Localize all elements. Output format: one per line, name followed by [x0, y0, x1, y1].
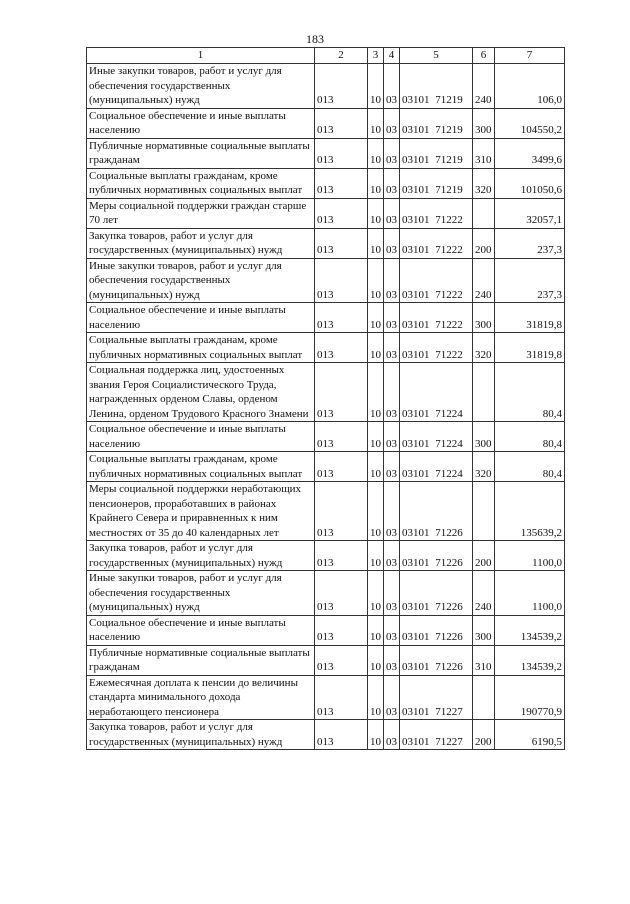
- item-name-cell: Социальные выплаты гражданам, кроме публичных нормативных социальных выплат: [87, 333, 315, 363]
- item-name-cell: Иные закупки товаров, работ и услуг для обеспечения государственных (муниципальных) нужд: [87, 258, 315, 303]
- item-name-cell: Закупка товаров, работ и услуг для государственных (муниципальных) нужд: [87, 228, 315, 258]
- expense-type-cell: 300: [473, 303, 495, 333]
- item-name-cell: Меры социальной поддержки граждан старше 70 лет: [87, 198, 315, 228]
- section-cell: 10: [368, 198, 384, 228]
- table-row: [87, 452, 565, 482]
- subsection-cell: 03: [384, 168, 400, 198]
- admin-code-cell: 013: [315, 645, 368, 675]
- section-cell: 10: [368, 541, 384, 571]
- amount-cell: 237,3: [495, 228, 565, 258]
- amount-cell: 135639,2: [495, 482, 565, 541]
- amount-cell: 31819,8: [495, 303, 565, 333]
- section-cell: 10: [368, 422, 384, 452]
- subsection-cell: 03: [384, 228, 400, 258]
- column-header: 1: [87, 48, 315, 64]
- section-cell: 10: [368, 720, 384, 750]
- section-cell: 10: [368, 675, 384, 720]
- table-row: [87, 168, 565, 198]
- item-name-cell: Закупка товаров, работ и услуг для государственных (муниципальных) нужд: [87, 541, 315, 571]
- target-article-cell: 03101 71219: [400, 64, 473, 109]
- table-row: [87, 720, 565, 750]
- subsection-cell: 03: [384, 675, 400, 720]
- target-article-cell: 03101 71219: [400, 108, 473, 138]
- target-article-cell: 03101 71226: [400, 645, 473, 675]
- target-article-cell: 03101 71227: [400, 675, 473, 720]
- item-name-cell: Публичные нормативные социальные выплаты гражданам: [87, 645, 315, 675]
- expense-type-cell: 320: [473, 452, 495, 482]
- admin-code-cell: 013: [315, 108, 368, 138]
- subsection-cell: 03: [384, 363, 400, 422]
- admin-code-cell: 013: [315, 258, 368, 303]
- amount-cell: 1100,0: [495, 571, 565, 616]
- target-article-cell: 03101 71224: [400, 452, 473, 482]
- table-row: [87, 198, 565, 228]
- expense-type-cell: 320: [473, 168, 495, 198]
- expense-type-cell: 320: [473, 333, 495, 363]
- item-name-cell: Иные закупки товаров, работ и услуг для обеспечения государственных (муниципальных) нужд: [87, 571, 315, 616]
- expense-type-cell: [473, 482, 495, 541]
- subsection-cell: 03: [384, 541, 400, 571]
- item-name-cell: Ежемесячная доплата к пенсии до величины стандарта минимального дохода неработающего пенсионера: [87, 675, 315, 720]
- subsection-cell: 03: [384, 422, 400, 452]
- expense-type-cell: 300: [473, 422, 495, 452]
- amount-cell: 6190,5: [495, 720, 565, 750]
- budget-table: [86, 47, 565, 750]
- target-article-cell: 03101 71226: [400, 482, 473, 541]
- admin-code-cell: 013: [315, 303, 368, 333]
- subsection-cell: 03: [384, 645, 400, 675]
- subsection-cell: 03: [384, 138, 400, 168]
- table-row: [87, 258, 565, 303]
- admin-code-cell: 013: [315, 168, 368, 198]
- target-article-cell: 03101 71227: [400, 720, 473, 750]
- amount-cell: 32057,1: [495, 198, 565, 228]
- amount-cell: 134539,2: [495, 615, 565, 645]
- subsection-cell: 03: [384, 333, 400, 363]
- admin-code-cell: 013: [315, 571, 368, 616]
- amount-cell: 237,3: [495, 258, 565, 303]
- expense-type-cell: 300: [473, 108, 495, 138]
- subsection-cell: 03: [384, 452, 400, 482]
- section-cell: 10: [368, 452, 384, 482]
- table-row: [87, 675, 565, 720]
- table-row: [87, 615, 565, 645]
- amount-cell: 134539,2: [495, 645, 565, 675]
- item-name-cell: Социальное обеспечение и иные выплаты населению: [87, 108, 315, 138]
- target-article-cell: 03101 71222: [400, 198, 473, 228]
- column-header: 5: [400, 48, 473, 64]
- admin-code-cell: 013: [315, 541, 368, 571]
- table-row: [87, 571, 565, 616]
- item-name-cell: Социальное обеспечение и иные выплаты населению: [87, 303, 315, 333]
- item-name-cell: Социальное обеспечение и иные выплаты населению: [87, 422, 315, 452]
- amount-cell: 80,4: [495, 452, 565, 482]
- table-row: [87, 363, 565, 422]
- section-cell: 10: [368, 258, 384, 303]
- table-row: [87, 333, 565, 363]
- table-row: [87, 482, 565, 541]
- expense-type-cell: [473, 363, 495, 422]
- table-row: [87, 108, 565, 138]
- target-article-cell: 03101 71226: [400, 541, 473, 571]
- section-cell: 10: [368, 645, 384, 675]
- page-number: 183: [306, 32, 324, 46]
- amount-cell: 80,4: [495, 363, 565, 422]
- table-row: [87, 64, 565, 109]
- expense-type-cell: 240: [473, 571, 495, 616]
- item-name-cell: Публичные нормативные социальные выплаты гражданам: [87, 138, 315, 168]
- expense-type-cell: [473, 675, 495, 720]
- amount-cell: 106,0: [495, 64, 565, 109]
- column-header: 7: [495, 48, 565, 64]
- section-cell: 10: [368, 363, 384, 422]
- subsection-cell: 03: [384, 303, 400, 333]
- section-cell: 10: [368, 228, 384, 258]
- admin-code-cell: 013: [315, 198, 368, 228]
- target-article-cell: 03101 71222: [400, 303, 473, 333]
- section-cell: 10: [368, 138, 384, 168]
- table-row: [87, 541, 565, 571]
- amount-cell: 80,4: [495, 422, 565, 452]
- admin-code-cell: 013: [315, 675, 368, 720]
- subsection-cell: 03: [384, 64, 400, 109]
- section-cell: 10: [368, 333, 384, 363]
- item-name-cell: Закупка товаров, работ и услуг для государственных (муниципальных) нужд: [87, 720, 315, 750]
- expense-type-cell: 310: [473, 138, 495, 168]
- amount-cell: 1100,0: [495, 541, 565, 571]
- section-cell: 10: [368, 615, 384, 645]
- expense-type-cell: 200: [473, 720, 495, 750]
- target-article-cell: 03101 71219: [400, 138, 473, 168]
- expense-type-cell: 200: [473, 228, 495, 258]
- column-header: 2: [315, 48, 368, 64]
- target-article-cell: 03101 71224: [400, 363, 473, 422]
- target-article-cell: 03101 71226: [400, 615, 473, 645]
- table-row: [87, 228, 565, 258]
- target-article-cell: 03101 71219: [400, 168, 473, 198]
- target-article-cell: 03101 71222: [400, 258, 473, 303]
- section-cell: 10: [368, 108, 384, 138]
- amount-cell: 190770,9: [495, 675, 565, 720]
- amount-cell: 101050,6: [495, 168, 565, 198]
- table-header-row: [87, 48, 565, 64]
- section-cell: 10: [368, 168, 384, 198]
- admin-code-cell: 013: [315, 422, 368, 452]
- subsection-cell: 03: [384, 482, 400, 541]
- item-name-cell: Социальные выплаты гражданам, кроме публичных нормативных социальных выплат: [87, 452, 315, 482]
- column-header: 6: [473, 48, 495, 64]
- admin-code-cell: 013: [315, 482, 368, 541]
- subsection-cell: 03: [384, 720, 400, 750]
- target-article-cell: 03101 71226: [400, 571, 473, 616]
- table-row: [87, 138, 565, 168]
- item-name-cell: Социальные выплаты гражданам, кроме публичных нормативных социальных выплат: [87, 168, 315, 198]
- section-cell: 10: [368, 571, 384, 616]
- item-name-cell: Иные закупки товаров, работ и услуг для обеспечения государственных (муниципальных) нужд: [87, 64, 315, 109]
- admin-code-cell: 013: [315, 452, 368, 482]
- table-row: [87, 645, 565, 675]
- expense-type-cell: [473, 198, 495, 228]
- item-name-cell: Меры социальной поддержки неработающих пенсионеров, проработавших в районах Крайнего Севера и приравненных к ним местностях от 35 до 40 календарных лет: [87, 482, 315, 541]
- section-cell: 10: [368, 303, 384, 333]
- amount-cell: 31819,8: [495, 333, 565, 363]
- expense-type-cell: 300: [473, 615, 495, 645]
- subsection-cell: 03: [384, 108, 400, 138]
- item-name-cell: Социальное обеспечение и иные выплаты населению: [87, 615, 315, 645]
- admin-code-cell: 013: [315, 363, 368, 422]
- admin-code-cell: 013: [315, 64, 368, 109]
- target-article-cell: 03101 71222: [400, 333, 473, 363]
- admin-code-cell: 013: [315, 138, 368, 168]
- expense-type-cell: 200: [473, 541, 495, 571]
- subsection-cell: 03: [384, 571, 400, 616]
- section-cell: 10: [368, 64, 384, 109]
- column-header: 4: [384, 48, 400, 64]
- column-header: 3: [368, 48, 384, 64]
- amount-cell: 104550,2: [495, 108, 565, 138]
- subsection-cell: 03: [384, 198, 400, 228]
- admin-code-cell: 013: [315, 228, 368, 258]
- table-row: [87, 422, 565, 452]
- item-name-cell: Социальная поддержка лиц, удостоенных звания Героя Социалистического Труда, награжденных орденом Славы, орденом Ленина, орденом Трудового Красного Знамени: [87, 363, 315, 422]
- subsection-cell: 03: [384, 615, 400, 645]
- section-cell: 10: [368, 482, 384, 541]
- admin-code-cell: 013: [315, 720, 368, 750]
- subsection-cell: 03: [384, 258, 400, 303]
- target-article-cell: 03101 71222: [400, 228, 473, 258]
- admin-code-cell: 013: [315, 615, 368, 645]
- admin-code-cell: 013: [315, 333, 368, 363]
- target-article-cell: 03101 71224: [400, 422, 473, 452]
- expense-type-cell: 240: [473, 64, 495, 109]
- expense-type-cell: 240: [473, 258, 495, 303]
- amount-cell: 3499,6: [495, 138, 565, 168]
- table-row: [87, 303, 565, 333]
- expense-type-cell: 310: [473, 645, 495, 675]
